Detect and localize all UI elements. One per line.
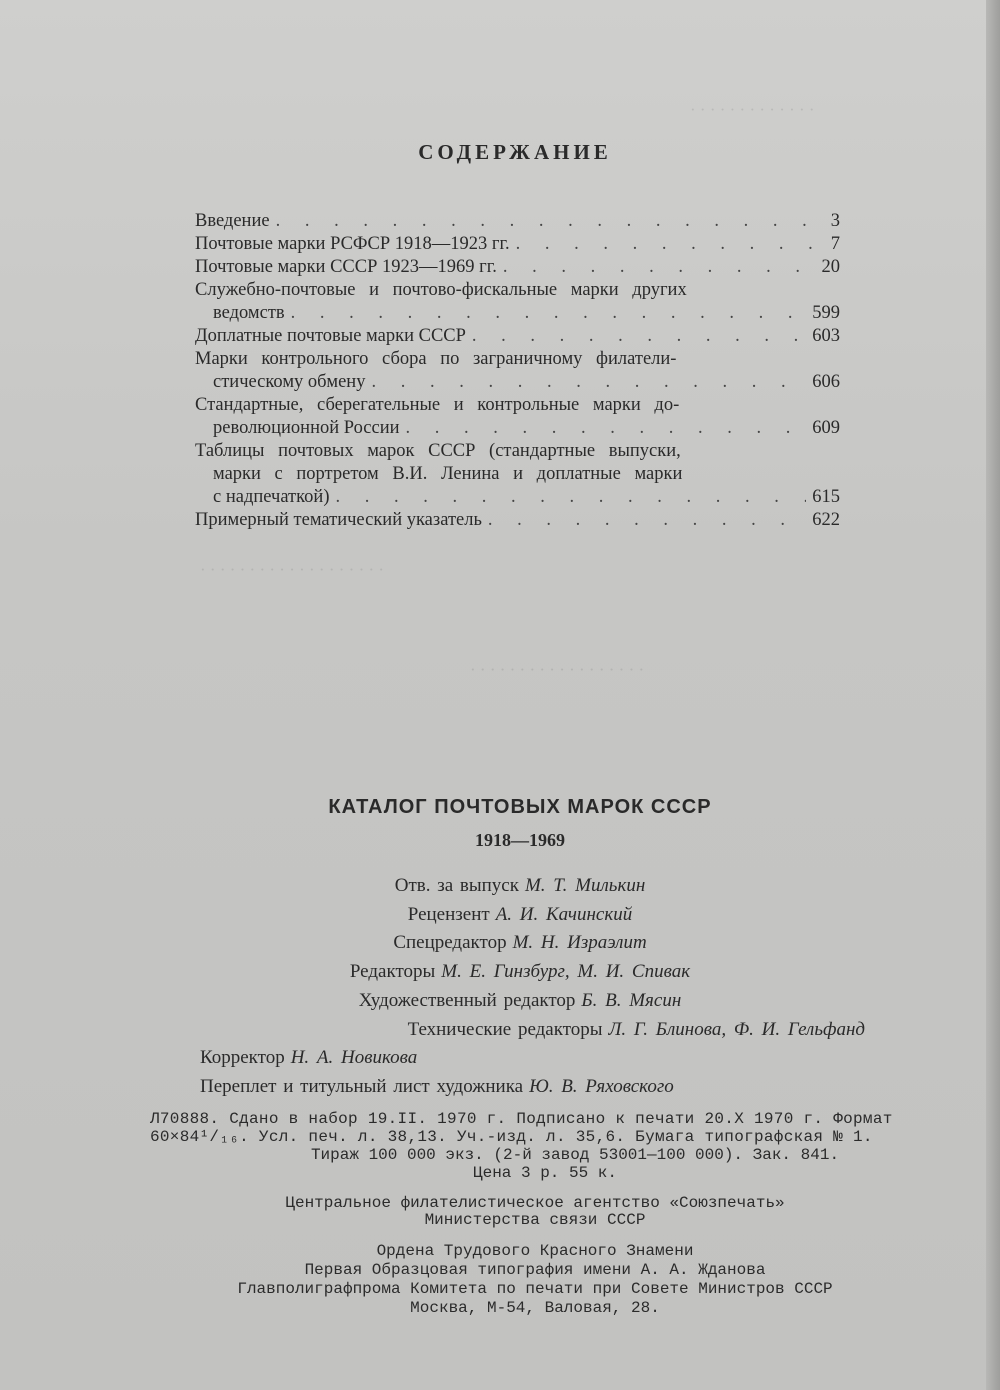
toc-page-number: 609 (812, 418, 840, 438)
toc-line (195, 463, 840, 486)
toc-entry-text: марки с портретом В.И. Ленина и доплатные марки (213, 464, 683, 484)
catalog-years: 1918—1969 (475, 830, 565, 850)
credit-name: Б. В. Мясин (581, 989, 682, 1011)
contents-title: СОДЕРЖАНИЕ (418, 140, 612, 164)
imprint-line: Л70888. Сдано в набор 19.II. 1970 г. Подписано к печати 20.X 1970 г. Формат (150, 1110, 893, 1128)
toc-entry-text: революционной России (213, 418, 400, 438)
credit-role: Художественный редактор (358, 989, 576, 1011)
credit-role: Редакторы (349, 961, 436, 983)
toc-entry-text: Марки контрольного сбора по заграничному филатели- (195, 349, 677, 369)
toc-line (195, 348, 840, 371)
imprint-line: Тираж 100 000 экз. (2-й завод 53001—100 000). Зак. 841. (310, 1146, 840, 1164)
dot-leader (336, 486, 807, 509)
toc-line (195, 325, 840, 348)
toc-entry-text: Служебно-почтовые и почтово-фискальные марки других (195, 280, 687, 300)
show-through-text: · · · · · · · · · · · · · · · · · · (470, 660, 645, 679)
toc-entry (195, 348, 840, 394)
toc-line (195, 256, 840, 279)
toc-entry-text: Почтовые марки СССР 1923—1969 гг. (195, 257, 497, 277)
show-through-text: · · · · · · · · · · · · · (690, 100, 815, 119)
credit-name: Л. Г. Блинова, Ф. И. Гельфанд (608, 1018, 865, 1040)
dot-leader (488, 509, 806, 532)
credit-role: Спецредактор (393, 932, 507, 954)
toc-line (195, 279, 840, 302)
toc-page-number: 599 (812, 303, 840, 323)
toc-entry (195, 325, 840, 348)
credit-line (0, 1073, 1000, 1102)
toc-entry (195, 440, 840, 509)
dot-leader (503, 256, 814, 279)
toc-entry-text: стическому обмену (213, 372, 366, 392)
toc-line (195, 509, 840, 532)
dot-leader (406, 417, 807, 440)
toc-entry (195, 233, 840, 256)
toc-page-number: 606 (812, 372, 840, 392)
credit-line (0, 872, 1000, 901)
credit-role: Переплет и титульный лист художника (200, 1075, 524, 1097)
toc-line (195, 486, 840, 509)
toc-entry (195, 256, 840, 279)
toc-entry (195, 509, 840, 532)
credit-line (0, 1016, 1000, 1045)
toc-entry (195, 394, 840, 440)
toc-line (195, 210, 840, 233)
printer-line: Москва, М-54, Валовая, 28. (410, 1299, 660, 1317)
toc-page-number: 603 (812, 326, 840, 346)
dot-leader (516, 233, 814, 256)
toc-line (195, 417, 840, 440)
credit-name: Ю. В. Ряховского (529, 1075, 674, 1097)
show-through-text: · · · · · · · · · · · · · · · · · · · (200, 560, 385, 579)
credit-role: Корректор (200, 1047, 285, 1069)
credit-line (0, 987, 1000, 1016)
printer-block (130, 1242, 940, 1318)
publisher-line: Министерства связи СССР (424, 1211, 646, 1229)
catalog-title: КАТАЛОГ ПОЧТОВЫХ МАРОК СССР (328, 796, 712, 818)
toc-entry-text: Таблицы почтовых марок СССР (стандартные выпуски, (195, 441, 681, 461)
credit-role: Технические редакторы (407, 1018, 603, 1040)
credit-line (0, 901, 1000, 930)
dot-leader (371, 371, 806, 394)
toc-line (195, 233, 840, 256)
credits-list (0, 872, 1000, 1102)
dot-leader (291, 302, 807, 325)
credit-name: М. Е. Гинзбург, М. И. Спивак (441, 961, 691, 983)
toc-line (195, 371, 840, 394)
dot-leader (276, 210, 814, 233)
dot-leader (472, 325, 806, 348)
credit-name: М. Т. Милькин (524, 875, 646, 896)
credit-line (0, 929, 1000, 958)
toc-line (195, 440, 840, 463)
table-of-contents (195, 210, 840, 532)
toc-entry-text: с надпечаткой) (213, 487, 330, 507)
publisher-block (130, 1195, 940, 1229)
toc-entry-text: Почтовые марки РСФСР 1918—1923 гг. (195, 234, 510, 254)
imprint-price: Цена 3 р. 55 к. (472, 1164, 618, 1182)
toc-entry-text: Стандартные, сберегательные и контрольные марки до- (195, 395, 680, 415)
imprint-line: 60×84¹/₁₆. Усл. печ. л. 38,13. Уч.-изд. л. 35,6. Бумага типографская № 1. (150, 1128, 873, 1146)
toc-entry-text: ведомств (213, 303, 285, 323)
printer-line: Первая Образцовая типография имени А. А. Жданова (304, 1261, 766, 1279)
credit-line (0, 958, 1000, 987)
toc-entry (195, 279, 840, 325)
toc-entry (195, 210, 840, 233)
imprint-block (150, 1110, 940, 1182)
toc-page-number: 622 (812, 510, 840, 530)
toc-entry-text: Примерный тематический указатель (195, 510, 482, 530)
toc-page-number: 7 (830, 234, 840, 254)
credit-name: А. И. Качинский (495, 903, 633, 925)
credit-line (0, 1044, 1000, 1073)
toc-entry-text: Доплатные почтовые марки СССР (195, 326, 466, 346)
toc-page-number: 3 (830, 211, 840, 231)
publisher-line: Центральное филателистическое агентство «Союзпечать» (285, 1194, 785, 1212)
credit-role: Рецензент (407, 903, 490, 925)
toc-page-number: 20 (821, 257, 840, 277)
credit-name: М. Н. Израэлит (512, 932, 647, 954)
printer-line: Главполиграфпрома Комитета по печати при Совете Министров СССР (237, 1280, 833, 1298)
toc-line (195, 394, 840, 417)
toc-entry-text: Введение (195, 211, 270, 231)
printer-line: Ордена Трудового Красного Знамени (376, 1242, 694, 1260)
toc-page-number: 615 (812, 487, 840, 507)
credit-name: Н. А. Новикова (290, 1047, 418, 1069)
page-spine-shadow (986, 0, 1000, 1390)
toc-line (195, 302, 840, 325)
credit-role: Отв. за выпуск (394, 875, 519, 896)
